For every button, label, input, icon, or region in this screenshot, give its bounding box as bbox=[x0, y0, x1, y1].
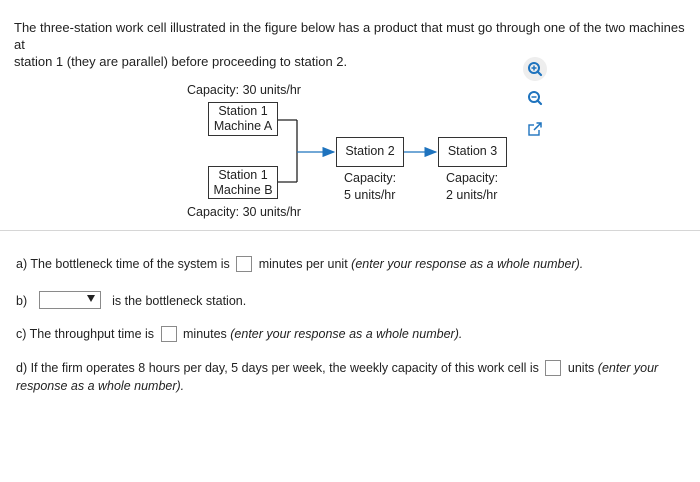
question-d-text: d) If the firm operates 8 hours per day, 5 days per week, the weekly capacity of this work cell is bbox=[16, 361, 539, 375]
question-d-note-1: (enter your bbox=[597, 361, 659, 375]
section-divider bbox=[0, 230, 700, 231]
station2-box bbox=[336, 137, 404, 167]
machine-a-line2: Machine A bbox=[213, 119, 273, 133]
question-d-continued bbox=[16, 379, 184, 393]
station3-capacity-label: Capacity: bbox=[446, 171, 499, 185]
question-b-text: is the bottleneck station. bbox=[112, 294, 247, 308]
station1-machine-b-box bbox=[208, 166, 278, 199]
question-d-note-2: response as a whole number). bbox=[16, 379, 185, 393]
zoom-out-button[interactable] bbox=[522, 85, 548, 111]
station3-box bbox=[438, 137, 507, 167]
problem-line-1: The three-station work cell illustrated in the figure below has a product that must go through one of the two machines at bbox=[14, 20, 685, 52]
popout-button[interactable] bbox=[522, 116, 548, 142]
station3-label: Station 3 bbox=[447, 144, 498, 158]
zoom-out-icon bbox=[522, 85, 548, 111]
question-b bbox=[16, 291, 246, 309]
dropdown-arrow-icon bbox=[87, 295, 95, 302]
bottleneck-station-select[interactable] bbox=[39, 291, 101, 309]
problem-line-2: station 1 (they are parallel) before proceeding to station 2. bbox=[14, 54, 348, 69]
question-c bbox=[16, 326, 462, 342]
machine-a-line1: Station 1 bbox=[218, 104, 268, 118]
machine-b-line2: Machine B bbox=[213, 183, 273, 197]
capacity-top-label: Capacity: 30 units/hr bbox=[187, 83, 301, 97]
station2-capacity-label: Capacity: bbox=[344, 171, 397, 185]
question-a bbox=[16, 256, 583, 272]
question-d bbox=[16, 360, 658, 376]
station2-label: Station 2 bbox=[345, 144, 395, 158]
station2-capacity-value: 5 units/hr bbox=[344, 188, 396, 202]
station1-machine-a-box bbox=[208, 102, 278, 136]
station3-capacity-value: 2 units/hr bbox=[446, 188, 498, 202]
question-c-note: (enter your response as a whole number). bbox=[230, 327, 463, 341]
question-a-unit: minutes per unit bbox=[258, 257, 348, 271]
question-d-unit: units bbox=[567, 361, 595, 375]
question-c-text: c) The throughput time is bbox=[16, 327, 155, 341]
question-b-label: b) bbox=[16, 294, 28, 308]
zoom-in-button[interactable] bbox=[522, 56, 548, 82]
zoom-in-icon bbox=[522, 56, 548, 82]
capacity-bottom-label: Capacity: 30 units/hr bbox=[187, 205, 301, 219]
weekly-capacity-input[interactable] bbox=[545, 360, 561, 376]
throughput-time-input[interactable] bbox=[161, 326, 177, 342]
work-cell-diagram bbox=[0, 0, 700, 230]
bottleneck-time-input[interactable] bbox=[236, 256, 252, 272]
machine-b-line1: Station 1 bbox=[218, 168, 268, 182]
external-link-icon bbox=[522, 116, 548, 142]
question-c-unit: minutes bbox=[183, 327, 227, 341]
question-a-text: a) The bottleneck time of the system is bbox=[16, 257, 230, 271]
question-a-note: (enter your response as a whole number). bbox=[351, 257, 584, 271]
